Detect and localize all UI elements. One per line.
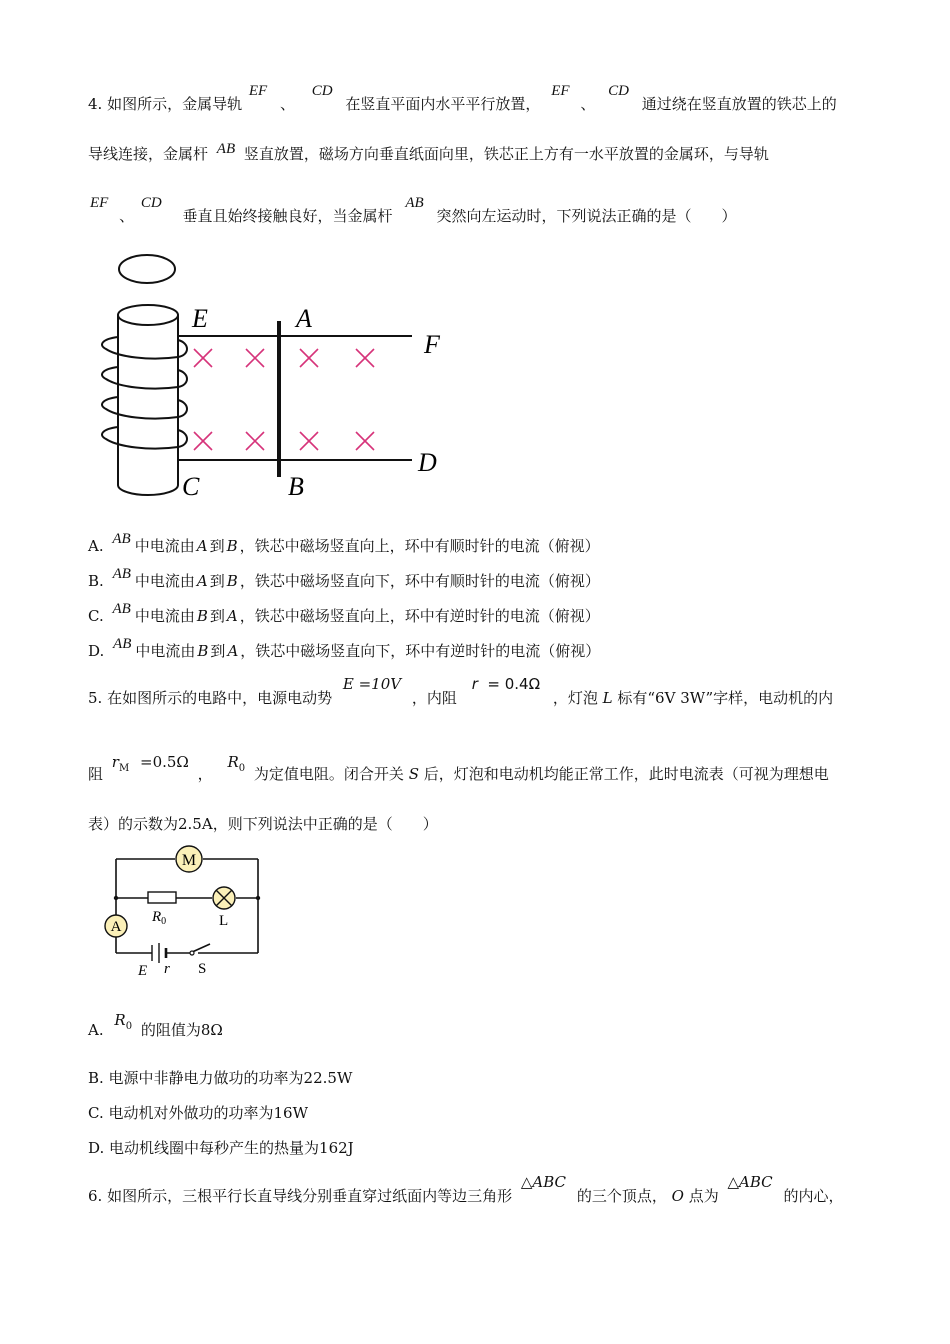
q6-triangle: △ABC	[727, 1173, 773, 1191]
field-cross-icon	[194, 432, 212, 450]
q4-sep: 、	[119, 207, 135, 225]
q5-line3: 表）的示数为2.5A，则下列说法中正确的是（ ）	[88, 815, 438, 833]
q4-math-cd: CD	[608, 83, 629, 99]
field-cross-icon	[356, 432, 374, 450]
q5-text: ，灯泡	[552, 689, 598, 707]
q4-option-a: A. AB 中电流由 A 到 B ，铁芯中磁场竖直向上，环中有顺时针的电流（俯视）	[88, 531, 600, 555]
q4-math-ab: AB	[112, 531, 131, 547]
q5-text: 标有“6V 3W”字样，电动机的内	[617, 689, 834, 707]
q5-text: 在如图所示的电路中，电源电动势	[107, 689, 333, 707]
q4-math-ef: EF	[248, 83, 268, 99]
coil	[102, 337, 187, 449]
q4-math-ab: AB	[113, 636, 132, 652]
q4-figure	[90, 245, 460, 510]
q5-option-d: D. 电动机线圈中每秒产生的热量为162J	[88, 1139, 354, 1157]
q4-text: 垂直且始终接触良好，当金属杆	[182, 207, 393, 225]
label-d: D	[418, 448, 437, 477]
q4-line3	[88, 195, 737, 227]
q5-option-b: B. 电源中非静电力做功的功率为22.5W	[88, 1069, 353, 1087]
switch-label: S	[198, 961, 207, 977]
r0-symbol: $R_0$	[114, 1011, 133, 1032]
q4-math-cd: CD	[311, 83, 333, 99]
q5-line1	[88, 675, 834, 708]
q5-text: ，内阻	[411, 689, 457, 707]
emf-label: E	[138, 963, 148, 979]
q6-text: 如图所示，三根平行长直导线分别垂直穿过纸面内等边三角形	[107, 1187, 513, 1205]
q5-circuit-figure	[98, 845, 268, 980]
field-cross-icon	[300, 432, 318, 450]
q4-math-cd: CD	[140, 195, 162, 211]
resistor-label: $R_0$	[152, 909, 167, 927]
q6-o-symbol: O	[671, 1187, 684, 1205]
label-e: E	[192, 304, 208, 333]
q4-text: 在竖直平面内水平平行放置，	[345, 95, 541, 113]
q4-text: 竖直放置，磁场方向垂直纸面向里，铁芯正上方有一水平放置的金属环，与导轨	[243, 145, 769, 163]
q4-math-ef: EF	[90, 195, 109, 211]
q5-lamp-symbol: L	[602, 689, 613, 707]
q5-r0: $R_0$	[227, 753, 246, 774]
q4-sep: 、	[280, 95, 296, 113]
q4-text: 如图所示，金属导轨	[107, 95, 243, 113]
junction-dot	[256, 896, 260, 900]
q4-line1	[88, 83, 837, 115]
field-cross-icon	[194, 349, 212, 367]
field-cross-icon	[246, 432, 264, 450]
label-c: C	[182, 472, 200, 501]
iron-core-bottom	[118, 485, 178, 495]
field-cross-icon	[356, 349, 374, 367]
q4-number: 4.	[88, 95, 103, 113]
q4-math-ab: AB	[112, 566, 131, 582]
q6-line1	[88, 1173, 844, 1206]
q4-text: 通过绕在竖直放置的铁芯上的	[641, 95, 837, 113]
q4-text: 导线连接，金属杆	[88, 145, 209, 163]
metal-ring	[119, 255, 175, 283]
q4-math-ab: AB	[405, 195, 424, 211]
q5-option-a: A. $R_0$ 的阻值为8Ω	[88, 1011, 223, 1039]
junction-dot	[114, 896, 118, 900]
q5-option-c: C. 电动机对外做功的功率为16W	[88, 1104, 308, 1122]
iron-core-top	[118, 305, 178, 325]
q5-internal-resistance: r = 0.4Ω	[471, 675, 541, 693]
q4-math-ab: AB	[112, 601, 131, 617]
lamp-label: L	[219, 913, 229, 929]
q4-math-ef: EF	[551, 83, 570, 99]
label-a: A	[296, 304, 312, 333]
field-cross-icon	[246, 349, 264, 367]
q5-emf: E =10V	[342, 675, 402, 693]
motor-label: M	[181, 852, 197, 869]
q6-number: 6.	[88, 1187, 103, 1205]
q4-line2	[88, 141, 769, 165]
q4-option-b: B. AB 中电流由 A 到 B ，铁芯中磁场竖直向下，环中有顺时针的电流（俯视）	[88, 566, 600, 590]
q5-line2	[88, 753, 829, 787]
q5-motor-resistance: $r_M =0.5\Omega$	[111, 753, 189, 774]
q5-text: 后，灯泡和电动机均能正常工作，此时电流表（可视为理想电	[423, 765, 829, 783]
q5-text: ，	[197, 765, 213, 783]
resistor-icon	[148, 892, 176, 903]
q5-number: 5.	[88, 689, 103, 707]
q5-switch-symbol: S	[408, 765, 419, 783]
field-crosses	[194, 349, 374, 450]
q6-text: 的三个顶点，	[576, 1187, 667, 1205]
q5-text: 为定值电阻。闭合开关	[253, 765, 404, 783]
ammeter-label: A	[110, 919, 122, 935]
q4-sep: 、	[580, 95, 596, 113]
q6-triangle: △ABC	[520, 1173, 567, 1191]
label-f: F	[424, 330, 440, 359]
field-cross-icon	[300, 349, 318, 367]
switch-contact	[190, 951, 194, 955]
q4-text: 突然向左运动时，下列说法正确的是（ ）	[436, 207, 737, 225]
internal-r-label: r	[164, 961, 170, 977]
q5-text: 阻	[88, 765, 104, 783]
q6-text: 的内心，	[783, 1187, 844, 1205]
q4-math-ab: AB	[216, 141, 236, 157]
q6-text: 点为	[688, 1187, 719, 1205]
q4-option-d: D. AB 中电流由 B 到 A ，铁芯中磁场竖直向下，环中有逆时针的电流（俯视）	[88, 636, 601, 660]
label-b: B	[288, 472, 304, 501]
q4-option-c: C. AB 中电流由 B 到 A ，铁芯中磁场竖直向上，环中有逆时针的电流（俯视）	[88, 601, 600, 625]
